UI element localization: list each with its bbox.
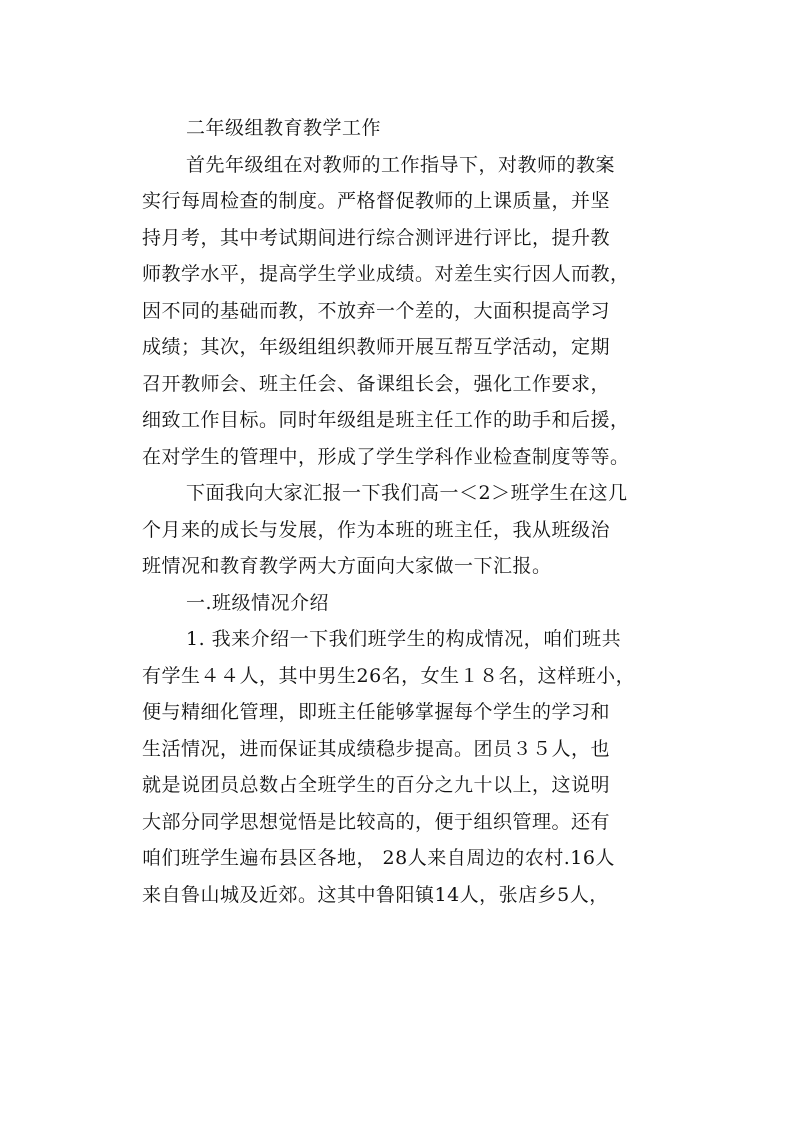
paragraph-line: 细致工作目标。同时年级组是班主任工作的助手和后援， — [142, 409, 630, 431]
paragraph-line: 师教学水平，提高学生学业成绩。对差生实行因人而教， — [142, 263, 630, 285]
section-heading: 二年级组教育教学工作 — [186, 117, 382, 139]
paragraph-line: 就是说团员总数占全班学生的百分之九十以上，这说明 — [142, 774, 611, 796]
list-item-line: 1. 我来介绍一下我们班学生的构成情况，咱们班共 — [186, 628, 622, 650]
paragraph-line: 大部分同学思想觉悟是比较高的，便于组织管理。还有 — [142, 810, 611, 833]
paragraph-line: 来自鲁山城及近郊。这其中鲁阳镇14人，张店乡5人， — [142, 883, 609, 906]
paragraph-line: 成绩；其次，年级组组织教师开展互帮互学活动，定期 — [142, 336, 611, 358]
section-heading: 一.班级情况介绍 — [186, 591, 330, 614]
paragraph-line: 便与精细化管理，即班主任能够掌握每个学生的学习和 — [142, 701, 611, 723]
paragraph-line: 因不同的基础而教，不放弃一个差的，大面积提高学习 — [142, 299, 611, 322]
paragraph-line: 有学生４４人，其中男生26名，女生１８名，这样班小， — [142, 664, 636, 687]
paragraph-line: 首先年级组在对教师的工作指导下，对教师的教案 — [186, 153, 616, 176]
paragraph-line: 持月考，其中考试期间进行综合测评进行评比，提升教 — [142, 226, 611, 249]
paragraph-line: 班情况和教育教学两大方面向大家做一下汇报。 — [142, 555, 552, 577]
paragraph-line: 下面我向大家汇报一下我们高一＜2＞班学生在这几 — [186, 482, 628, 504]
paragraph-line: 个月来的成长与发展，作为本班的班主任，我从班级治 — [142, 518, 611, 541]
paragraph-line: 实行每周检查的制度。严格督促教师的上课质量，并坚 — [142, 190, 611, 212]
document-body — [142, 110, 682, 913]
paragraph-line: 生活情况，进而保证其成绩稳步提高。团员３５人，也 — [142, 737, 611, 760]
paragraph-line: 召开教师会、班主任会、备课组长会，强化工作要求， — [142, 372, 611, 395]
paragraph-line: 咱们班学生遍布县区各地， 28人来自周边的农村.16人 — [142, 847, 615, 869]
paragraph-line: 在对学生的管理中，形成了学生学科作业检查制度等等。 — [142, 445, 630, 468]
